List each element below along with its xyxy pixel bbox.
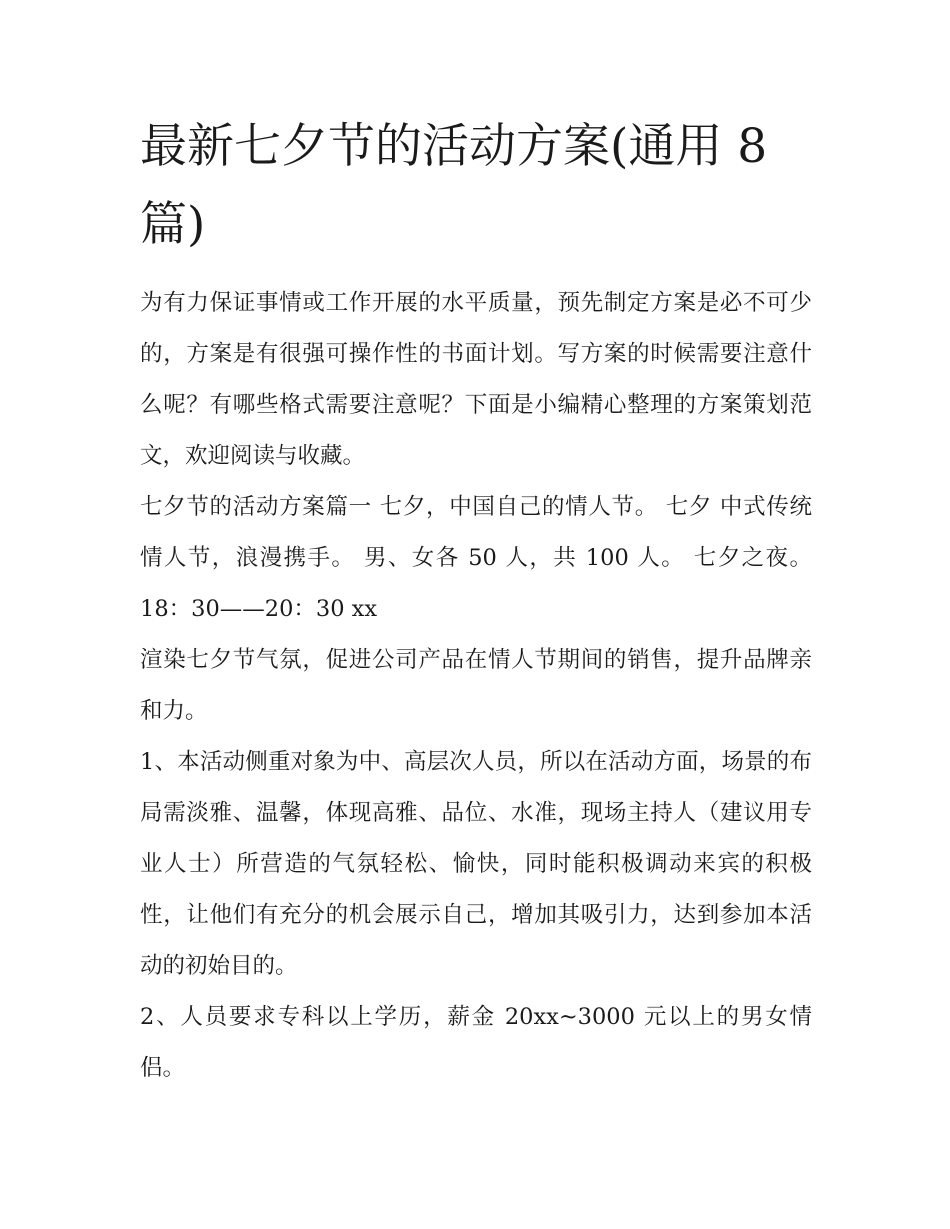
intro-paragraph: 为有力保证事情或工作开展的水平质量，预先制定方案是必不可少的，方案是有很强可操作性的书面计划。写方案的时候需要注意什么呢？有哪些格式需要注意呢？下面是小编精心整理的方案策划范文，欢迎阅读与收藏。 [140, 290, 812, 469]
requirement-one-paragraph: 1、本活动侧重对象为中、高层次人员，所以在活动方面，场景的布局需淡雅、温馨，体现高雅、品位、水准，现场主持人（建议用专业人士）所营造的气氛轻松、愉快，同时能积极调动来宾的积极性，让他们有充分的机会展示自己，增加其吸引力，达到参加本活动的初始目的。 [140, 749, 812, 979]
requirement-two-paragraph: 2、人员要求专科以上学历，薪金 20xx~3000 元以上的男女情侣。 [140, 1004, 812, 1081]
purpose-paragraph: 渲染七夕节气氛，促进公司产品在情人节期间的销售，提升品牌亲和力。 [140, 647, 812, 724]
plan-one-overview-paragraph: 七夕节的活动方案篇一 七夕，中国自己的情人节。 七夕 中式传统情人节，浪漫携手。 男、女各 50 人，共 100 人。 七夕之夜。18：30——20：30 xx [140, 494, 812, 622]
document-body [140, 108, 812, 1094]
document-title: 最新七夕节的活动方案(通用 8 篇) [140, 119, 768, 252]
